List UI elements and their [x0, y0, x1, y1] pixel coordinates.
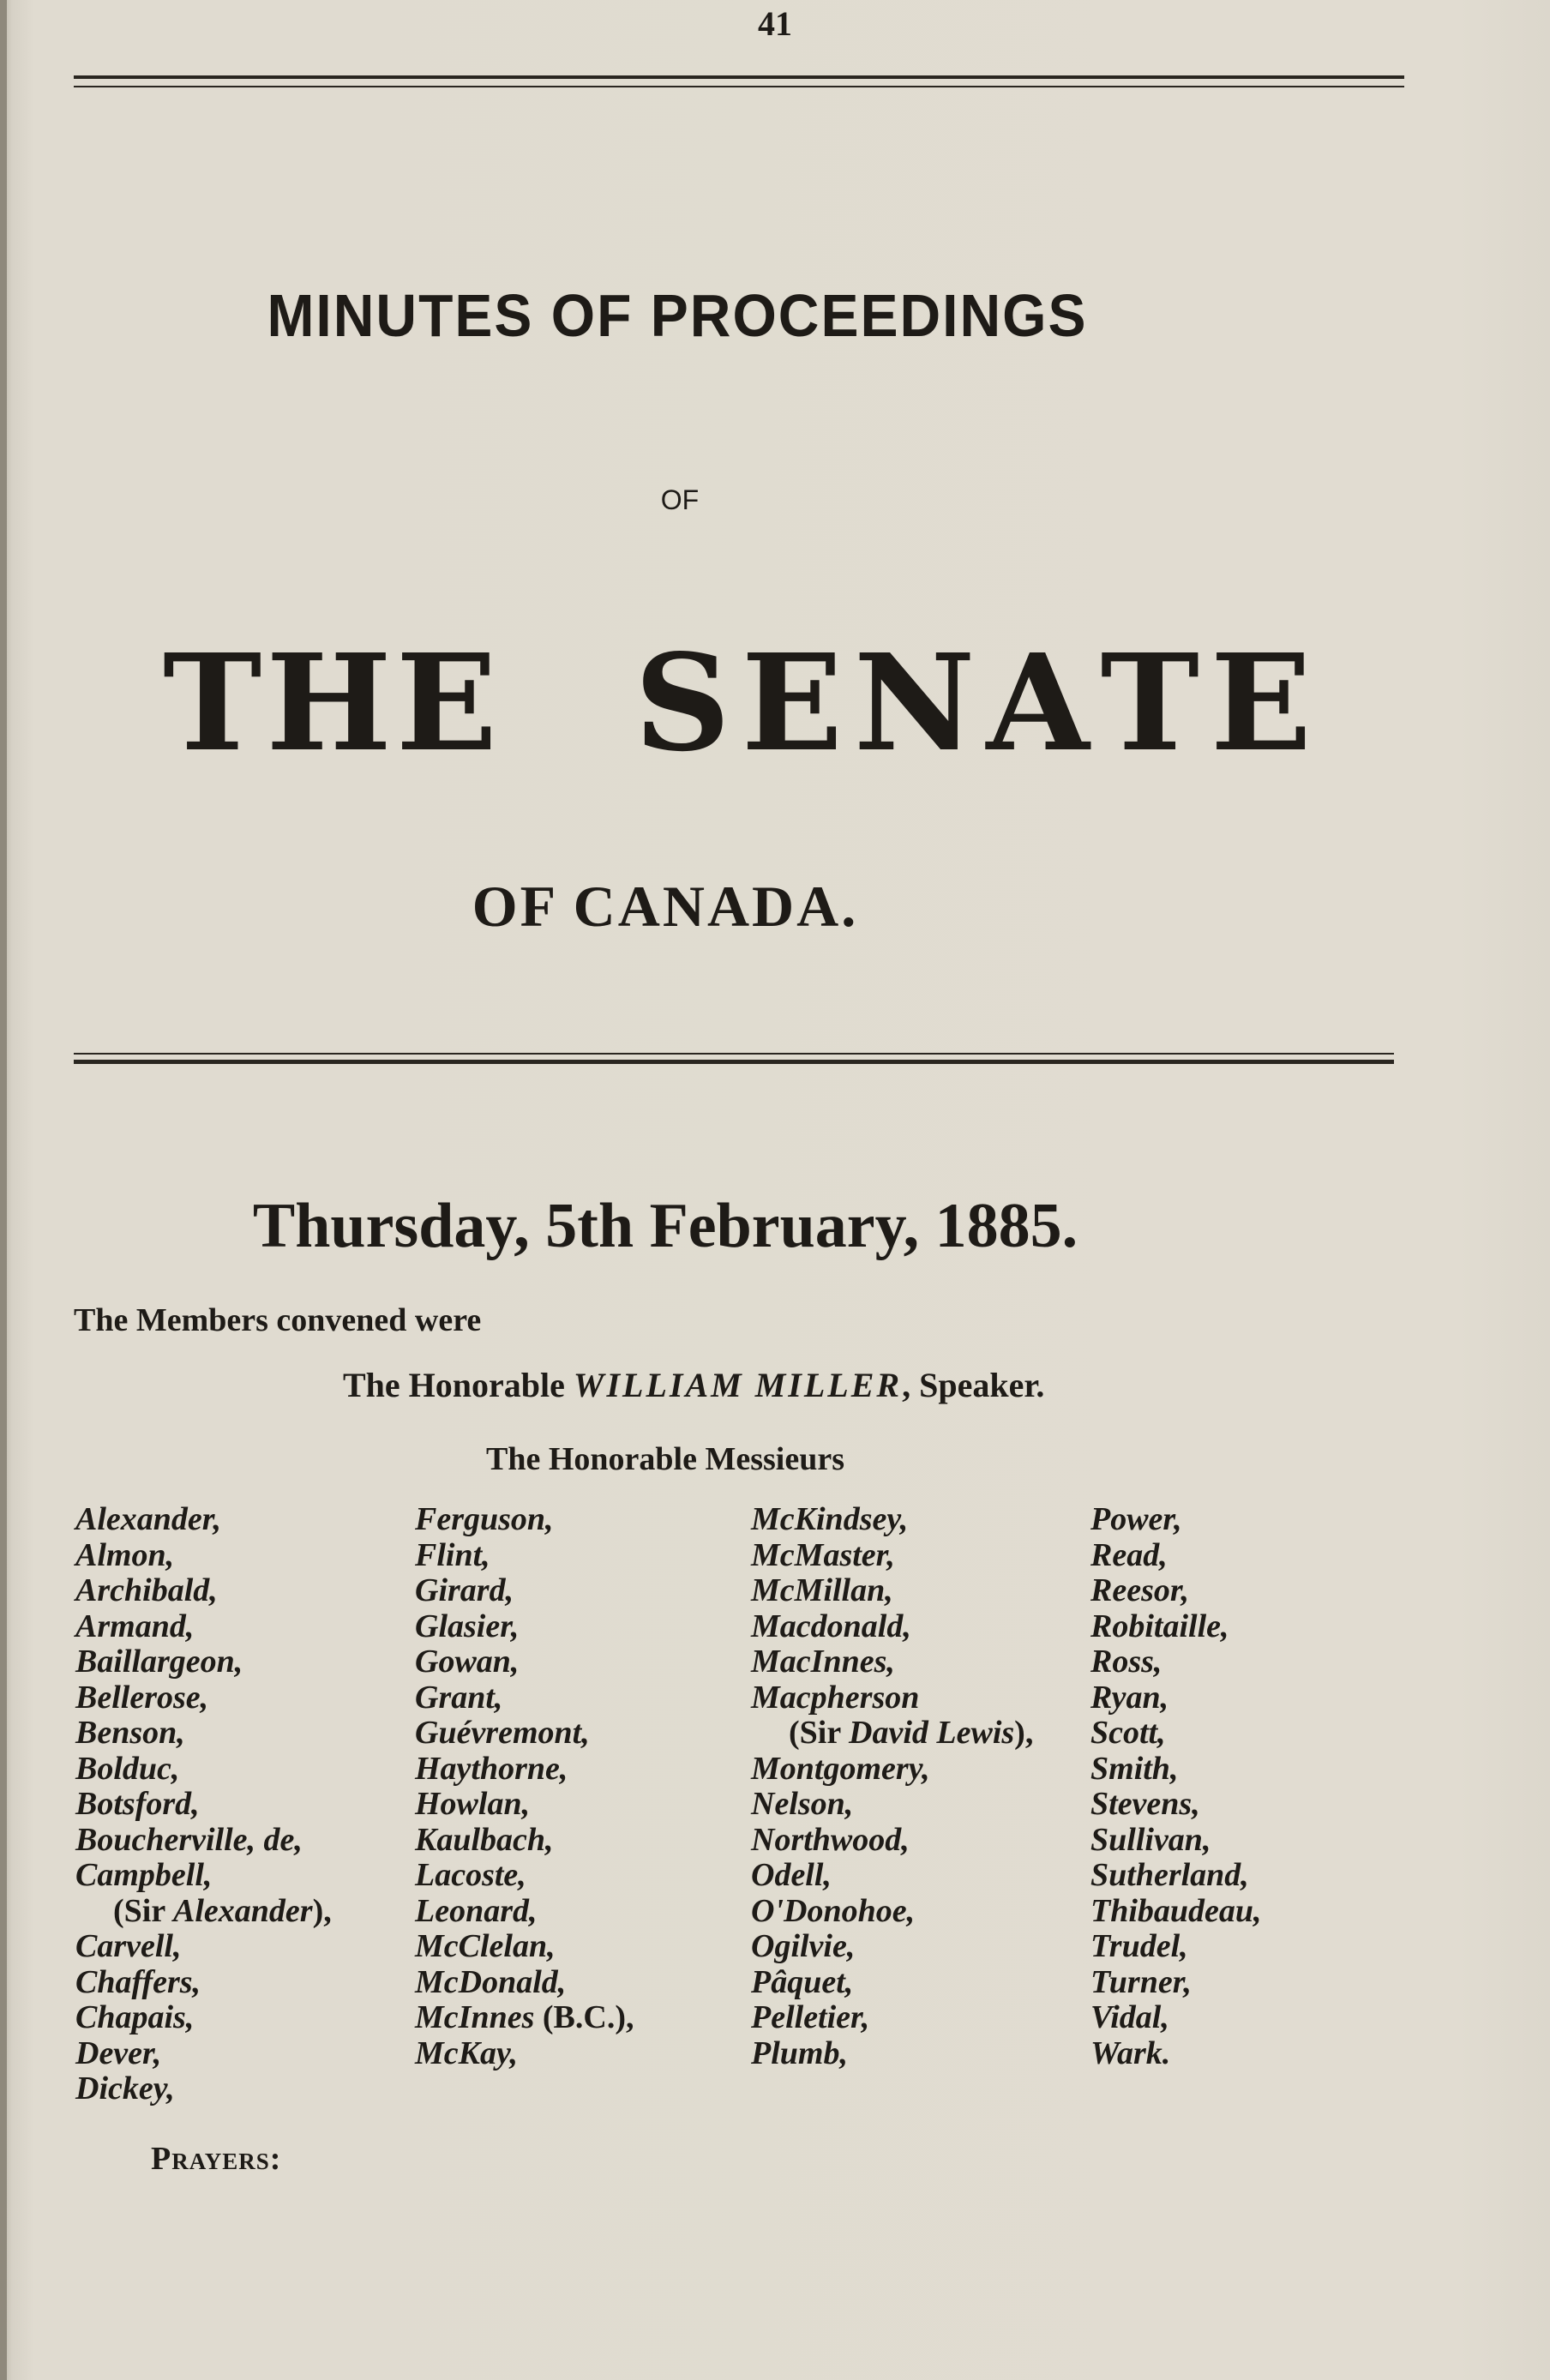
member-name: Read, [1090, 1536, 1168, 1573]
top-rule-thick [74, 75, 1404, 79]
title-letter: S [634, 624, 730, 781]
member-name: Ogilvie, [751, 1928, 856, 1964]
member-name: Pelletier, [751, 1999, 870, 2035]
member-name-italic: McInnes [415, 1999, 535, 2035]
title-letter: T [1100, 624, 1199, 781]
member-name: McKay, [415, 2034, 518, 2071]
sitting-date: Thursday, 5th February, 1885. [252, 1191, 1078, 1261]
member-name: Carvell, [75, 1928, 182, 1964]
members-column-1 [75, 1502, 332, 2107]
title-word-the [163, 626, 497, 780]
member-name: Ross, [1090, 1644, 1162, 1680]
member-name: Haythorne, [415, 1750, 568, 1787]
title-letter: A [986, 624, 1090, 781]
member-name: Turner, [1090, 1963, 1192, 2000]
title-of-canada: OF CANADA. [472, 874, 859, 939]
member-name: Pâquet, [751, 1963, 854, 2000]
member-name: Howlan, [415, 1786, 531, 1822]
title-letter: N [853, 624, 976, 781]
speaker-suffix: , Speaker. [902, 1366, 1045, 1404]
member-name: Grant, [415, 1679, 503, 1716]
member-name: Chaffers, [75, 1963, 201, 2000]
member-name-prefix: (Sir [113, 1892, 174, 1929]
title-letter: T [163, 624, 262, 781]
title-letter: E [395, 624, 497, 781]
member-name: Glasier, [415, 1608, 520, 1644]
member-name: Bellerose, [75, 1679, 209, 1716]
member-name: Nelson, [751, 1786, 854, 1822]
member-name: O'Donohoe, [751, 1892, 916, 1929]
members-convened-line: The Members convened were [74, 1302, 482, 1338]
messieurs-heading: The Honorable Messieurs [486, 1441, 844, 1477]
top-rule-thin [74, 86, 1404, 87]
member-name: McDonald, [415, 1963, 567, 2000]
member-name: Archibald, [75, 1572, 218, 1608]
member-name: McKindsey, [751, 1501, 909, 1537]
member-name: Benson, [75, 1715, 185, 1751]
member-name: Power, [1090, 1501, 1182, 1537]
member-name: Kaulbach, [415, 1821, 554, 1858]
member-name: Armand, [75, 1608, 195, 1644]
member-name [751, 1716, 1033, 1752]
member-name [75, 1894, 332, 1930]
page-number: 41 [758, 4, 792, 43]
members-column-2 [415, 1502, 634, 2071]
member-name: Plumb, [751, 2034, 848, 2071]
member-name: Montgomery, [751, 1750, 930, 1787]
prayers-heading: Prayers: [151, 2141, 282, 2177]
member-name: McMaster, [751, 1536, 895, 1573]
member-name: Leonard, [415, 1892, 538, 1929]
member-name-italic: David Lewis [849, 1715, 1015, 1751]
member-name: Trudel, [1090, 1928, 1188, 1964]
member-name: Alexander, [75, 1501, 221, 1537]
member-name: Almon, [75, 1536, 175, 1573]
member-name: Sutherland, [1090, 1857, 1249, 1893]
member-name-suffix: (B.C.), [534, 1999, 634, 2035]
title-of: OF [660, 484, 700, 515]
member-name: Macpherson [751, 1679, 920, 1716]
member-name: McClelan, [415, 1928, 556, 1964]
member-name: Flint, [415, 1536, 490, 1573]
member-name: Stevens, [1090, 1786, 1200, 1822]
member-name: Thibaudeau, [1090, 1892, 1262, 1929]
member-name: Guévremont, [415, 1715, 590, 1751]
member-name: Ryan, [1090, 1679, 1169, 1716]
member-name-suffix: ), [1014, 1715, 1034, 1751]
speaker-line [343, 1365, 1044, 1405]
member-name: Campbell, [75, 1857, 213, 1893]
members-column-4 [1090, 1502, 1262, 2071]
title-word-senate [634, 626, 1312, 780]
member-name: Scott, [1090, 1715, 1166, 1751]
title-letter: E [741, 624, 843, 781]
member-name [415, 2000, 634, 2036]
title-letter: H [266, 624, 392, 781]
member-name: Gowan, [415, 1644, 520, 1680]
member-name: Dever, [75, 2034, 162, 2071]
member-name-suffix: ), [312, 1892, 332, 1929]
member-name: Chapais, [75, 1999, 195, 2035]
speaker-prefix: The Honorable [343, 1366, 565, 1404]
member-name: Sullivan, [1090, 1821, 1211, 1858]
title-the-senate [163, 626, 1312, 780]
middle-rule-thin [74, 1053, 1394, 1055]
member-name: McMillan, [751, 1572, 893, 1608]
members-column-3 [751, 1502, 1033, 2071]
member-name: Reesor, [1090, 1572, 1190, 1608]
middle-rule-thick [74, 1060, 1394, 1064]
member-name: Ferguson, [415, 1501, 554, 1537]
member-name: Smith, [1090, 1750, 1179, 1787]
member-name-italic: Alexander [173, 1892, 313, 1929]
member-name: Botsford, [75, 1786, 200, 1822]
title-minutes-of-proceedings: MINUTES OF PROCEEDINGS [267, 282, 1088, 349]
member-name: Wark. [1090, 2034, 1171, 2071]
title-letter: E [1210, 624, 1312, 781]
member-name: Bolduc, [75, 1750, 180, 1787]
member-name: Dickey, [75, 2070, 175, 2107]
member-name: MacInnes, [751, 1644, 895, 1680]
member-name: Lacoste, [415, 1857, 526, 1893]
member-name-prefix: (Sir [789, 1715, 850, 1751]
member-name: Baillargeon, [75, 1644, 243, 1680]
member-name: Northwood, [751, 1821, 910, 1858]
member-name: Girard, [415, 1572, 514, 1608]
member-name: Robitaille, [1090, 1608, 1229, 1644]
member-name: Macdonald, [751, 1608, 911, 1644]
member-name: Boucherville, de, [75, 1821, 303, 1858]
speaker-name: WILLIAM MILLER [573, 1366, 903, 1404]
member-name: Vidal, [1090, 1999, 1169, 2035]
member-name: Odell, [751, 1857, 832, 1893]
